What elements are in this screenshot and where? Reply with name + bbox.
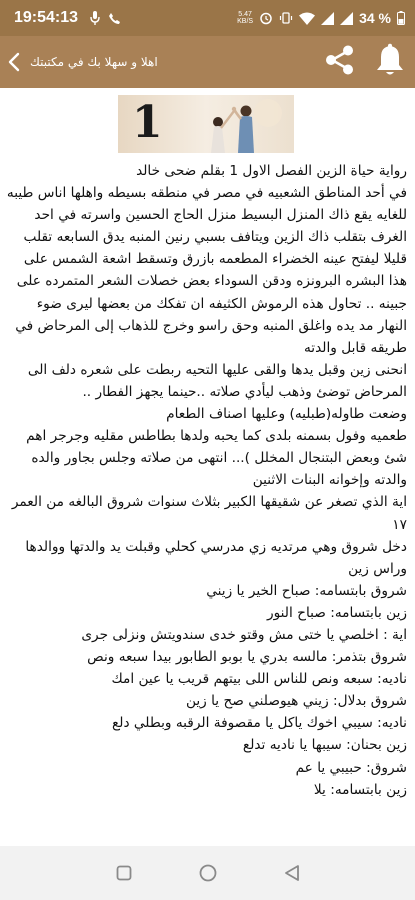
square-icon — [116, 865, 132, 881]
dialogue-line: ناديه: سبعه ونص للناس اللى بيتهم قريب يا عين امك — [111, 671, 407, 688]
story-paragraph: اية الذي تصغر عن شقيقها الكبير بثلاث سنوات شروق البالغه من العمر ١٧ — [11, 494, 407, 533]
dialogue-line: زين بابتسامه: صباح النور — [266, 604, 407, 621]
notifications-button[interactable] — [375, 43, 405, 81]
app-bar-actions — [323, 43, 405, 81]
home-button[interactable] — [166, 846, 250, 900]
story-paragraph: في أحد المناطق الشعبيه في مصر في منطقه بسيطه واهلها اناس طيبه للغايه يقع ذاك المنزل البسيط منزل الحاج الحسين واسرته في احد الغرف بتقلب ذاك الزين ويتافف بسبي رنين المنبه يدق السابعه تقلب قليلا ليفتح عينه الخضراء المطعمه بازرق وتسقط اشعة الشمس على هذا البشره البرونزه ودقن السوداء بعض خصلات الشعر المتمرده على جبينه .. تحاول هذه الرموش الكثيفه ان تفكك من بعضها ليرى ضوء النهار مد يده واغلق المنبه وحق راسو وخرج للذهاب إلى المرحاض في طريقه قابل والدته — [6, 185, 407, 356]
system-nav-bar — [0, 846, 415, 900]
story-paragraph: انحنى زين وقبل يدها والقى عليها التحيه ربطت على شعره دلف الى المرحاض توضئ وذهب ليأدي صلاته ..حينما يجهز الفطار .. — [27, 361, 407, 400]
back-button[interactable] — [0, 36, 28, 88]
status-right — [237, 10, 405, 26]
content-area[interactable] — [0, 88, 415, 846]
dialogue-line: شروق: حبيبي يا عم — [295, 759, 407, 776]
story-text — [6, 160, 407, 801]
dialogue-line: ناديه: سيبي اخوك ياكل يا مقصوفة الرقبه وبطلي دلع — [112, 715, 407, 732]
nav-back-button[interactable] — [250, 846, 334, 900]
alarm-icon — [259, 11, 273, 25]
network-speed — [237, 11, 253, 25]
wifi-icon — [299, 12, 315, 25]
recents-button[interactable] — [82, 846, 166, 900]
chapter-number: 1 — [132, 97, 163, 148]
dialogue-line: شروق بدلال: زيني هيوصلني صح يا زين — [185, 693, 407, 710]
app-bar-title: اهلا و سهلا بك في مكتبتك — [30, 55, 158, 69]
circle-icon — [199, 864, 217, 882]
signal-icon — [321, 12, 334, 25]
dialogue-line: زين بابتسامه: يلا — [313, 781, 407, 798]
story-paragraph: طعميه وفول بسمنه بلدى كما يحبه ولدها بطاطس مقليه وجرجر اهم شئ وبعض البتنجال المخلل )... انتهى من صلاته وجلس بجاور والده والدته وإخوانه البنات الاثنين — [26, 428, 407, 489]
bell-icon — [375, 43, 405, 77]
dialogue-line: شروق بتذمر: مالسه بدري يا بوبو الطابور بيدا سبعه ونص — [87, 649, 407, 666]
status-time: 19:54:13 — [14, 9, 79, 26]
mic-icon — [90, 11, 100, 25]
vibrate-icon — [279, 11, 293, 25]
battery-percent: 34 % — [359, 10, 391, 26]
network-speed-value: 5.47 — [238, 11, 252, 18]
share-icon — [323, 43, 357, 77]
chapter-banner-image — [118, 95, 294, 153]
app-bar — [0, 36, 415, 88]
story-heading: رواية حياة الزين الفصل الاول 1 بقلم ضحى خالد — [136, 163, 407, 179]
chevron-left-icon — [8, 52, 20, 72]
dialogue-line: شروق بابتسامه: صباح الخير يا زيني — [206, 582, 407, 599]
story-paragraph: دخل شروق وهي مرتديه زي مدرسي كحلي وقبلت يد والدتها ووالدها وراس زين — [25, 538, 407, 577]
dialogue-line: زين بحنان: سيبها يا ناديه تدلع — [242, 737, 407, 754]
share-button[interactable] — [323, 43, 357, 81]
phone-icon — [108, 12, 121, 25]
triangle-back-icon — [284, 864, 300, 882]
signal-icon-2 — [340, 12, 353, 25]
battery-icon — [397, 11, 405, 25]
status-left-icons — [90, 11, 121, 25]
story-paragraph: وضعت طاوله(طبليه) وعليها اصناف الطعام — [166, 406, 407, 423]
dialogue-line: اية : اخلصي يا ختى مش وقتو خدى سندويتش ونزلى جرى — [81, 626, 407, 643]
status-bar — [0, 0, 415, 36]
network-speed-unit: KB/S — [237, 18, 254, 25]
